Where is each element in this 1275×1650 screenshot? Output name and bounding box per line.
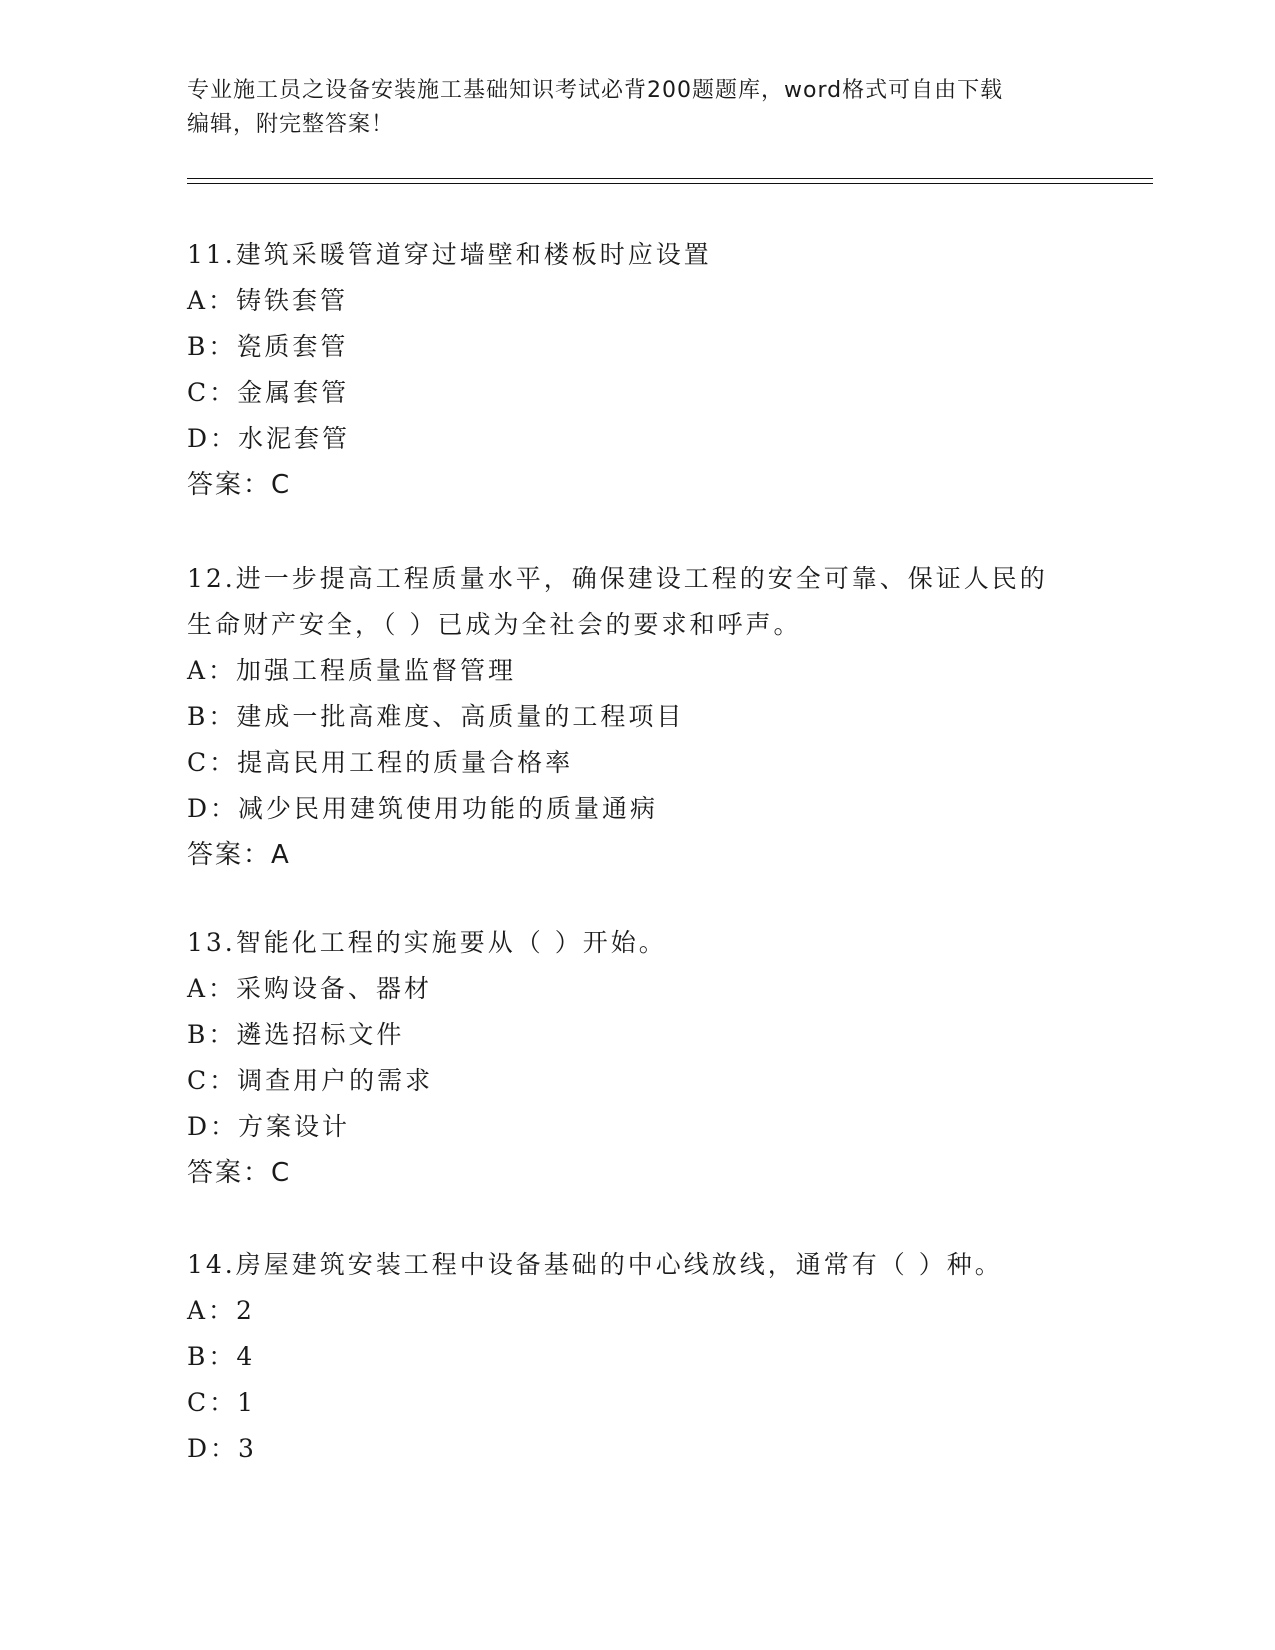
option-d: D：水泥套管: [187, 424, 351, 453]
option-a: A：铸铁套管: [187, 286, 349, 315]
question-11: [187, 232, 1087, 508]
option-d: D：方案设计: [187, 1112, 351, 1141]
question-stem: 12.进一步提高工程质量水平，确保建设工程的安全可靠、保证人民的: [187, 564, 1048, 593]
question-stem: 11.建筑采暖管道穿过墙壁和楼板时应设置: [187, 240, 712, 269]
option-c: C：调查用户的需求: [187, 1066, 434, 1095]
option-a: A：2: [187, 1296, 255, 1325]
question-stem-continued: 生命财产安全，（ ）已成为全社会的要求和呼声。: [187, 610, 802, 639]
question-12: [187, 556, 1087, 878]
option-c: C：提高民用工程的质量合格率: [187, 748, 574, 777]
option-a: A：采购设备、器材: [187, 974, 433, 1003]
option-b: B：遴选招标文件: [187, 1020, 405, 1049]
header-line-2: 编辑，附完整答案！: [187, 112, 395, 137]
option-c: C：1: [187, 1388, 257, 1417]
header-divider-top: [187, 178, 1153, 179]
option-d: D：3: [187, 1434, 257, 1463]
option-d: D：减少民用建筑使用功能的质量通病: [187, 794, 659, 823]
option-b: B：建成一批高难度、高质量的工程项目: [187, 702, 685, 731]
answer-label: 答案：A: [187, 840, 291, 870]
answer-label: 答案：C: [187, 1158, 292, 1188]
question-14: [187, 1242, 1087, 1472]
header-divider-bottom: [187, 183, 1153, 184]
option-b: B：4: [187, 1342, 256, 1371]
document-header: [187, 74, 1087, 142]
option-b: B：瓷质套管: [187, 332, 349, 361]
question-stem: 14.房屋建筑安装工程中设备基础的中心线放线，通常有（ ）种。: [187, 1250, 1003, 1279]
header-line-1: 专业施工员之设备安装施工基础知识考试必背200题题库，word格式可自由下载: [187, 78, 1004, 103]
question-13: [187, 920, 1087, 1196]
answer-label: 答案：C: [187, 470, 292, 500]
option-c: C：金属套管: [187, 378, 350, 407]
option-a: A：加强工程质量监督管理: [187, 656, 517, 685]
question-stem: 13.智能化工程的实施要从（ ）开始。: [187, 928, 667, 957]
